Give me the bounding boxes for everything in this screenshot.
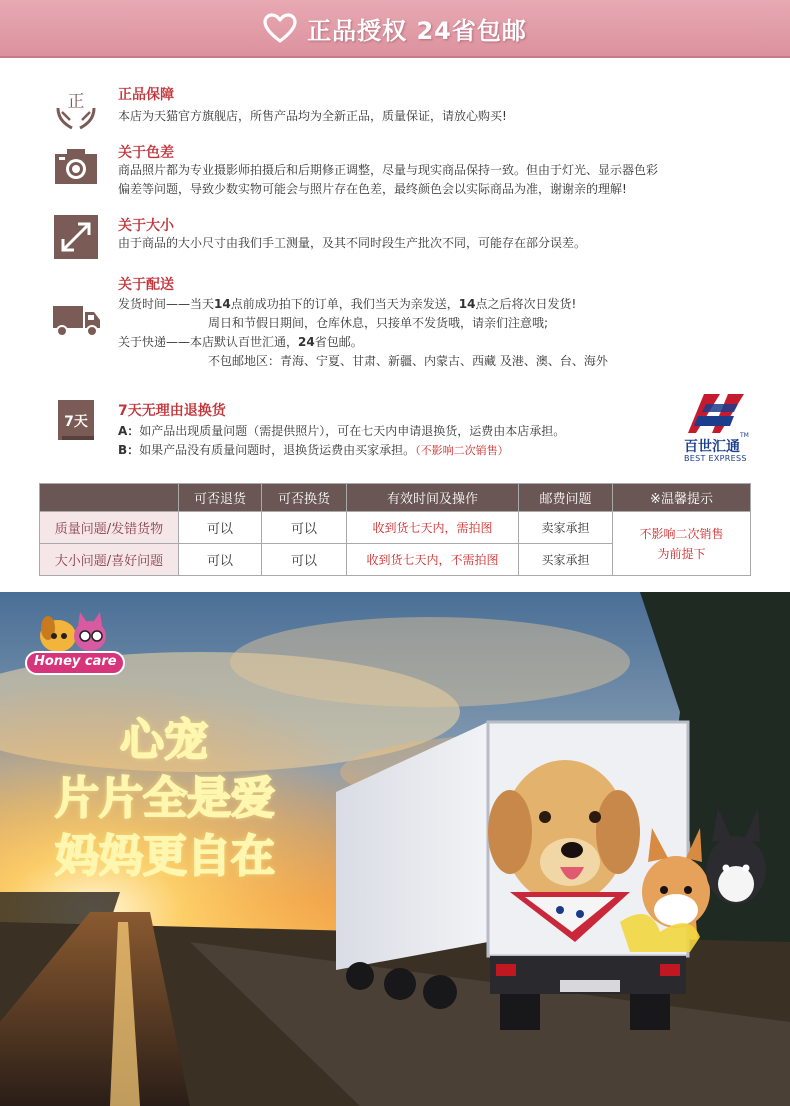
table-cell: 买家承担 (519, 544, 613, 576)
color-line1: 商品照片都为专业摄影师拍摄后和后期修正调整，尽量与现实商品保持一致。但由于灯光、显示器色彩 (118, 163, 659, 177)
best-express-mark-icon (676, 388, 756, 438)
table-header-cell (40, 484, 179, 512)
brand-name: Honey care (34, 654, 117, 669)
size-text: 由于商品的大小尺寸由我们手工测量，及其不同时段生产批次不同，可能存在部分误差。 (118, 236, 587, 250)
slogan-line1: 心宠 (120, 715, 208, 766)
shipping-line4: 不包邮地区：青海、宁夏、甘肃、新疆、内蒙古、西藏 及港、澳、台、海外 (208, 354, 608, 368)
truck-icon (52, 296, 102, 344)
table-header-row (40, 484, 751, 512)
table-cell: 可以 (262, 544, 347, 576)
table-cell: 收到货七天内，不需拍图 (347, 544, 519, 576)
returns-line-a: A：如产品出现质量问题（需提供照片），可在七天内申请退换货，运费由本店承担。 (118, 424, 566, 438)
color-title: 关于色差 (118, 145, 174, 161)
table-header-cell: 可否退货 (179, 484, 262, 512)
genuine-icon-char: 正 (67, 92, 85, 112)
size-title: 关于大小 (118, 218, 174, 234)
shipping-line1: 发货时间——当天14点前成功拍下的订单，我们当天为亲发送，14点之后将次日发货! (118, 297, 577, 311)
tip-line1: 不影响二次销售 (639, 527, 724, 541)
genuine-hands-icon (52, 84, 100, 132)
camera-icon (52, 144, 100, 192)
table-tip-cell (613, 512, 751, 576)
seven-day-calendar-icon (56, 398, 96, 442)
best-express-tm: TM (740, 432, 749, 439)
heart-icon (263, 13, 297, 43)
table-header-cell: 有效时间及操作 (347, 484, 519, 512)
table-header-cell: 邮费问题 (519, 484, 613, 512)
slogan-line3: 妈妈更自在 (55, 831, 275, 882)
honey-care-logo (20, 610, 130, 680)
honey-care-mascot-icon (20, 610, 130, 680)
color-line2: 偏差等问题，导致少数实物可能会与照片存在色差，最终颜色会以实际商品为准，谢谢亲的理解! (118, 182, 627, 196)
return-policy-table (39, 483, 751, 576)
table-row (40, 512, 751, 544)
top-banner (0, 0, 790, 58)
slogan-line2: 片片全是爱 (55, 773, 275, 824)
best-express-en: BEST EXPRESS (684, 454, 747, 463)
returns-line-b: B：如果产品没有质量问题时，退换货运费由买家承担。（不影响二次销售） (118, 443, 509, 457)
table-cell: 可以 (179, 544, 262, 576)
genuine-text: 本店为天猫官方旗舰店，所售产品均为全新正品，质量保证，请放心购买! (118, 109, 507, 123)
best-express-logo (676, 388, 756, 464)
table-cell: 卖家承担 (519, 512, 613, 544)
tip-line2: 为前提下 (657, 547, 706, 561)
promo-banner (0, 592, 790, 1106)
table-cell: 质量问题/发错货物 (40, 512, 179, 544)
shipping-line3: 关于快递——本店默认百世汇通，24省包邮。 (118, 335, 363, 349)
table-cell: 可以 (179, 512, 262, 544)
table-cell: 可以 (262, 512, 347, 544)
resize-arrow-icon (52, 213, 100, 261)
shipping-title: 关于配送 (118, 277, 174, 293)
table-cell: 收到货七天内，需拍图 (347, 512, 519, 544)
genuine-title: 正品保障 (118, 87, 174, 103)
table-cell: 大小问题/喜好问题 (40, 544, 179, 576)
header-title: 正品授权 24省包邮 (307, 16, 527, 45)
seven-day-icon-text: 7天 (64, 414, 88, 430)
returns-title: 7天无理由退换货 (118, 403, 226, 419)
best-express-cn: 百世汇通 (684, 439, 740, 455)
table-header-cell: 可否换货 (262, 484, 347, 512)
shipping-line2: 周日和节假日期间，仓库休息，只接单不发货哦，请亲们注意哦; (208, 316, 549, 330)
table-header-cell: ※温馨提示 (613, 484, 751, 512)
